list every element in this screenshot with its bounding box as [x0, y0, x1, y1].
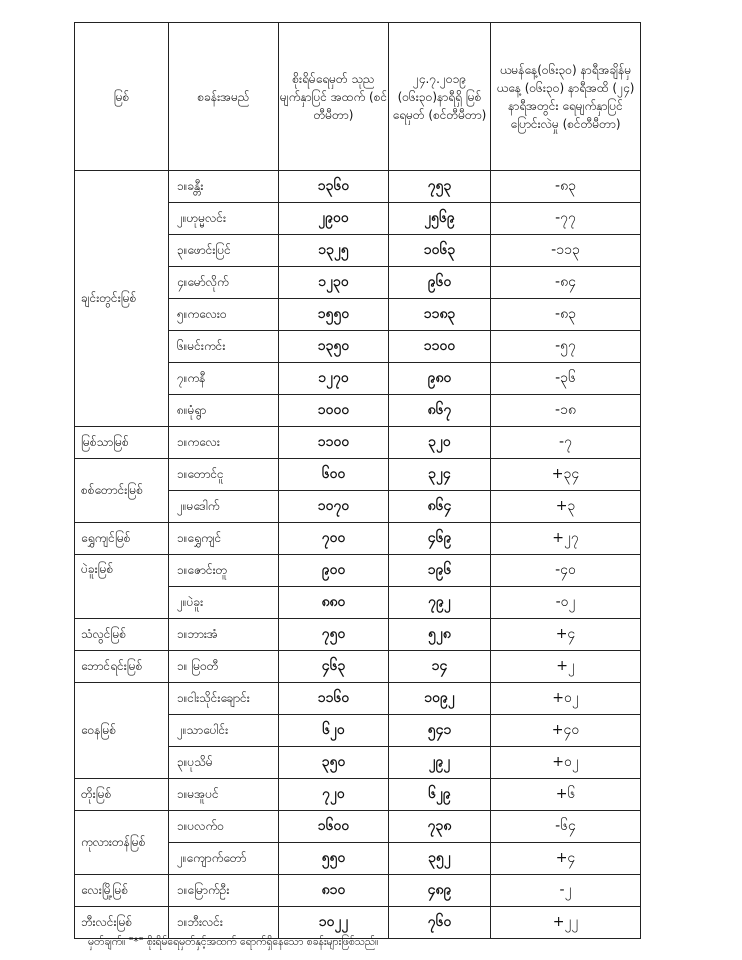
- current-level: ၉၆၀: [389, 267, 491, 299]
- level-change: -၈၃: [491, 171, 641, 203]
- table-row: [75, 875, 641, 907]
- level-change: -၀၂: [491, 587, 641, 619]
- station-name: ၁။မအူပင်: [169, 779, 279, 811]
- table-row: [75, 683, 641, 715]
- danger-level: ၁၃၆၀: [279, 171, 389, 203]
- current-level: ၁၁၈၃: [389, 299, 491, 331]
- level-change: +၀၂: [491, 747, 641, 779]
- station-name: ၅။ကလေးဝ: [169, 299, 279, 331]
- header-danger-level: စိုးရိမ်ရေမှတ် သုည မျက်နှာပြင် အထက် (စင်တီမီတာ): [279, 23, 389, 171]
- table-row: [75, 459, 641, 491]
- level-change: +၃၄: [491, 459, 641, 491]
- river-name: မြစ်သာမြစ်: [75, 427, 169, 459]
- level-change: -၁၈: [491, 395, 641, 427]
- river-name: သံလွင်မြစ်: [75, 619, 169, 651]
- table-row: [75, 651, 641, 683]
- level-change: -၈၄: [491, 267, 641, 299]
- river-name: ချင်းတွင်းမြစ်: [75, 171, 169, 427]
- river-name: တိုးမြစ်: [75, 779, 169, 811]
- level-change: -၂: [491, 875, 641, 907]
- table-row: [75, 171, 641, 203]
- current-level: ၈၆၇: [389, 395, 491, 427]
- current-level: ၅၄၁: [389, 715, 491, 747]
- danger-level: ၁၂၃၀: [279, 267, 389, 299]
- danger-level: ၁၃၂၅: [279, 235, 389, 267]
- table-row: [75, 779, 641, 811]
- station-name: ၁။ကလေး: [169, 427, 279, 459]
- header-change: ယမန်နေ့(၀၆း၃၀) နာရီအချိန်မှ ယနေ့ (၀၆း၃၀) နာရီအထိ (၂၄) နာရီအတွင်း ရေမျက်နှာပြင်ပြောင်းလဲမှု (စင်တီမီတာ): [491, 23, 641, 171]
- current-level: ၃၅၂: [389, 843, 491, 875]
- danger-level: ၅၅၀: [279, 843, 389, 875]
- river-name: ကုလားတန်မြစ်: [75, 811, 169, 875]
- river-name: ဘီးလင်းမြစ်: [75, 907, 169, 939]
- level-change: +၄၀: [491, 715, 641, 747]
- station-name: ၃။ဖောင်းပြင်: [169, 235, 279, 267]
- current-level: ၁၉၆: [389, 555, 491, 587]
- level-change: +၂၇: [491, 523, 641, 555]
- danger-level: ၁၆၀၀: [279, 811, 389, 843]
- river-level-table: [74, 22, 641, 939]
- header-row: [75, 23, 641, 171]
- station-name: ၁။ခန္တီး: [169, 171, 279, 203]
- level-change: -၃၆: [491, 363, 641, 395]
- danger-level: ၈၈၀: [279, 587, 389, 619]
- current-level: ၂၉၂: [389, 747, 491, 779]
- table-row: [75, 907, 641, 939]
- station-name: ၁။ရွှေကျင်: [169, 523, 279, 555]
- level-change: -၆၄: [491, 811, 641, 843]
- danger-level: ၉၀၀: [279, 555, 389, 587]
- danger-level: ၇၅၀: [279, 619, 389, 651]
- level-change: +၄: [491, 843, 641, 875]
- danger-level: ၇၀၀: [279, 523, 389, 555]
- station-name: ၂။မဒေါက်: [169, 491, 279, 523]
- station-name: ၄။မော်လိုက်: [169, 267, 279, 299]
- current-level: ၁၁၀၀: [389, 331, 491, 363]
- station-name: ၁။ဇောင်းတူ: [169, 555, 279, 587]
- level-change: +၂၂: [491, 907, 641, 939]
- table-row: [75, 555, 641, 587]
- danger-level: ၈၁၀: [279, 875, 389, 907]
- danger-level: ၁၁၀၀: [279, 427, 389, 459]
- river-name: ရွှေကျင်မြစ်: [75, 523, 169, 555]
- level-change: +၂: [491, 651, 641, 683]
- current-level: ၅၂၈: [389, 619, 491, 651]
- table-row: [75, 427, 641, 459]
- level-change: -၇: [491, 427, 641, 459]
- current-level: ၇၉၂: [389, 587, 491, 619]
- level-change: +၀၂: [491, 683, 641, 715]
- level-change: -၅၇: [491, 331, 641, 363]
- river-name: ဝေနမြစ်: [75, 683, 169, 779]
- footnote: မှတ်ချက်။ "*" စိုးရိမ်ရေမှတ်နှင့်အထက် ရောက်ရှိနေသော စခန်းများဖြစ်သည်။: [88, 936, 379, 948]
- danger-level: ၄၆၃: [279, 651, 389, 683]
- level-change: -၈၃: [491, 299, 641, 331]
- station-name: ၁။မြောက်ဦး: [169, 875, 279, 907]
- danger-level: ၁၂၇၀: [279, 363, 389, 395]
- current-level: ၇၆၀: [389, 907, 491, 939]
- current-level: ၇၃၈: [389, 811, 491, 843]
- river-name: စစ်တောင်းမြစ်: [75, 459, 169, 523]
- river-name: ပဲခူးမြစ်: [75, 555, 169, 619]
- station-name: ၂။ဟုမ္မလင်း: [169, 203, 279, 235]
- station-name: ၁။ဘီးလင်း: [169, 907, 279, 939]
- station-name: ၁။ငါးသိုင်းချောင်း: [169, 683, 279, 715]
- danger-level: ၁၀၂၂: [279, 907, 389, 939]
- table-row: [75, 619, 641, 651]
- table-row: [75, 811, 641, 843]
- level-change: -၄၀: [491, 555, 641, 587]
- danger-level: ၇၂၀: [279, 779, 389, 811]
- danger-level: ၁၅၅၀: [279, 299, 389, 331]
- header-current-level: ၂၄.၇.၂၀၁၉ (၀၆း၃၀)နာရီရှိ မြစ်ရေမှတ် (စင်တီမီတာ): [389, 23, 491, 171]
- station-name: ၈။မုံရွာ: [169, 395, 279, 427]
- table-body: [75, 171, 641, 939]
- current-level: ၁၀၆၃: [389, 235, 491, 267]
- current-level: ၃၂၄: [389, 459, 491, 491]
- station-name: ၇။ကနီ: [169, 363, 279, 395]
- level-change: +၄: [491, 619, 641, 651]
- level-change: +၆: [491, 779, 641, 811]
- station-name: ၂။သာပေါင်း: [169, 715, 279, 747]
- river-name: လေးမြို့မြစ်: [75, 875, 169, 907]
- current-level: ၆၂၉: [389, 779, 491, 811]
- danger-level: ၆၂၀: [279, 715, 389, 747]
- danger-level: ၁၀၀၀: [279, 395, 389, 427]
- current-level: ၃၂၀: [389, 427, 491, 459]
- station-name: ၁။တောင်ငူ: [169, 459, 279, 491]
- level-change: -၁၁၃: [491, 235, 641, 267]
- header-river: မြစ်: [75, 23, 169, 171]
- current-level: ၉၈၀: [389, 363, 491, 395]
- current-level: ၄၈၉: [389, 875, 491, 907]
- level-change: -၇၇: [491, 203, 641, 235]
- danger-level: ၁၁၆၀: [279, 683, 389, 715]
- level-change: +၃: [491, 491, 641, 523]
- current-level: ၈၆၄: [389, 491, 491, 523]
- header-station: စခန်းအမည်: [169, 23, 279, 171]
- current-level: ၂၅၆၉: [389, 203, 491, 235]
- table-row: [75, 523, 641, 555]
- station-name: ၆။မင်းကင်း: [169, 331, 279, 363]
- danger-level: ၆၀၀: [279, 459, 389, 491]
- danger-level: ၁၀၇၀: [279, 491, 389, 523]
- river-name: ဘောင်ရင်းမြစ်: [75, 651, 169, 683]
- danger-level: ၃၅၀: [279, 747, 389, 779]
- station-name: ၂။ကျောက်တော်: [169, 843, 279, 875]
- station-name: ၂။ပဲခူး: [169, 587, 279, 619]
- danger-level: ၁၃၅၀: [279, 331, 389, 363]
- current-level: ၁၄: [389, 651, 491, 683]
- station-name: ၁။ဘားအံ: [169, 619, 279, 651]
- station-name: ၁။ပလက်ဝ: [169, 811, 279, 843]
- station-name: ၃။ပုသိမ်: [169, 747, 279, 779]
- danger-level: ၂၉၀၀: [279, 203, 389, 235]
- current-level: ၇၅၃: [389, 171, 491, 203]
- current-level: ၁၀၉၂: [389, 683, 491, 715]
- current-level: ၄၆၉: [389, 523, 491, 555]
- station-name: ၁။ မြဝတီ: [169, 651, 279, 683]
